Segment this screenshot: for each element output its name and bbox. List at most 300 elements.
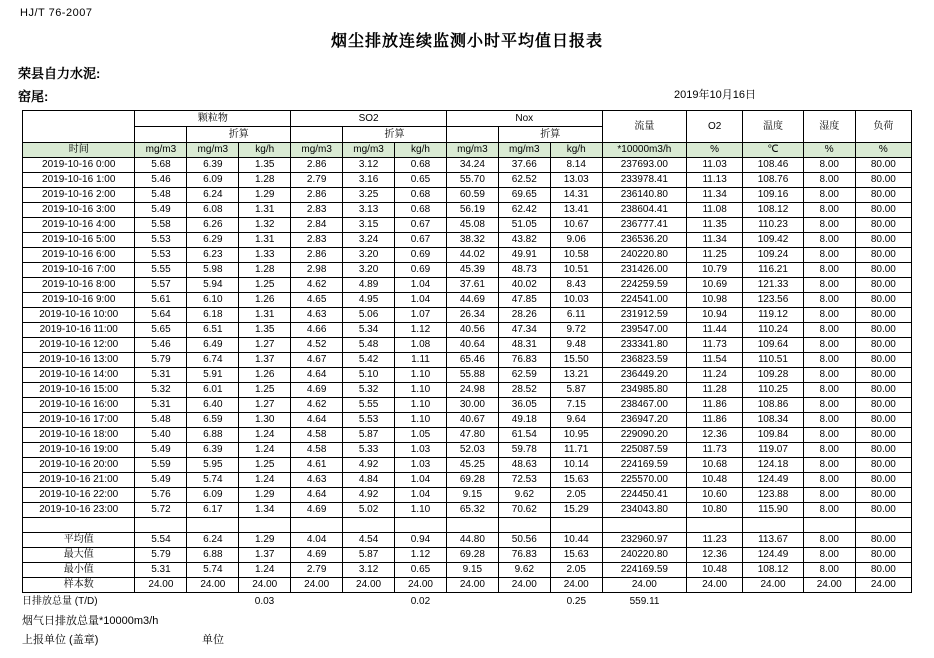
cell-so2-mg-conv: 4.92 (343, 458, 395, 473)
cell-nox-mg-conv: 62.59 (498, 368, 550, 383)
cell-load: 80.00 (855, 458, 911, 473)
spacer-cell (446, 518, 498, 533)
table-row (23, 443, 912, 458)
cell-time: 2019-10-16 0:00 (23, 158, 135, 173)
cell-particulate-mg-conv: 5.95 (187, 458, 239, 473)
cell-temp: 123.56 (743, 293, 804, 308)
cell-so2-kg: 1.10 (395, 368, 447, 383)
cell-so2-mg-conv: 3.25 (343, 188, 395, 203)
cell-particulate-mg: 5.53 (135, 248, 187, 263)
table-body (23, 158, 912, 593)
cell-temp: 108.46 (743, 158, 804, 173)
cell-particulate-mg-conv: 6.49 (187, 338, 239, 353)
cell-nox-mg: 65.32 (446, 503, 498, 518)
cell-so2-mg: 2.86 (291, 248, 343, 263)
spacer-cell (743, 518, 804, 533)
spacer-cell (23, 518, 135, 533)
cell-time: 2019-10-16 2:00 (23, 188, 135, 203)
header-row-groups (23, 111, 912, 127)
cell-time: 2019-10-16 14:00 (23, 368, 135, 383)
cell-so2-mg: 4.63 (291, 473, 343, 488)
table-row (23, 413, 912, 428)
cell-particulate-mg-conv: 6.74 (187, 353, 239, 368)
cell-nox-mg: 40.56 (446, 323, 498, 338)
cell-nox-mg-conv: 50.56 (498, 533, 550, 548)
cell-nox-kg: 5.87 (550, 383, 602, 398)
cell-particulate-kg: 1.27 (239, 338, 291, 353)
cell-o2: 11.44 (687, 323, 743, 338)
cell-particulate-kg: 1.29 (239, 533, 291, 548)
cell-particulate-mg-conv: 6.26 (187, 218, 239, 233)
header-empty-corner (23, 111, 135, 143)
footer-reporting-unit: 上报单位 (盖章) (22, 634, 99, 646)
cell-nox-mg-conv: 69.65 (498, 188, 550, 203)
cell-particulate-mg: 5.76 (135, 488, 187, 503)
cell-nox-kg: 15.29 (550, 503, 602, 518)
cell-o2: 12.36 (687, 548, 743, 563)
cell-humidity: 8.00 (803, 158, 855, 173)
cell-particulate-mg: 5.40 (135, 428, 187, 443)
cell-particulate-kg: 1.26 (239, 293, 291, 308)
daily-blank (342, 595, 394, 609)
cell-particulate-mg-conv: 6.39 (187, 443, 239, 458)
cell-so2-kg: 0.69 (395, 263, 447, 278)
cell-particulate-kg: 1.30 (239, 413, 291, 428)
daily-blank (687, 595, 743, 609)
cell-nox-kg: 10.58 (550, 248, 602, 263)
cell-nox-mg: 44.02 (446, 248, 498, 263)
unit-so2-kgh: kg/h (395, 143, 447, 158)
spacer-cell (550, 518, 602, 533)
cell-so2-mg-conv: 5.33 (343, 443, 395, 458)
cell-so2-mg: 4.69 (291, 503, 343, 518)
header-particulate-converted: 折算 (187, 127, 291, 143)
cell-so2-mg-conv: 3.24 (343, 233, 395, 248)
spacer-cell (187, 518, 239, 533)
cell-time: 2019-10-16 3:00 (23, 203, 135, 218)
cell-nox-mg-conv: 49.91 (498, 248, 550, 263)
cell-so2-mg-conv: 4.54 (343, 533, 395, 548)
cell-so2-kg: 1.04 (395, 488, 447, 503)
daily-total-table (22, 595, 912, 609)
cell-time: 2019-10-16 23:00 (23, 503, 135, 518)
cell-so2-mg-conv: 4.84 (343, 473, 395, 488)
company-name: 荣县自力水泥: (18, 66, 101, 81)
cell-nox-kg: 11.71 (550, 443, 602, 458)
cell-so2-mg-conv: 3.12 (343, 563, 395, 578)
cell-temp: 124.49 (743, 473, 804, 488)
cell-so2-mg: 2.86 (291, 188, 343, 203)
cell-flow: 229090.20 (602, 428, 686, 443)
cell-nox-kg: 13.21 (550, 368, 602, 383)
cell-flow: 236140.80 (602, 188, 686, 203)
cell-particulate-mg: 5.72 (135, 503, 187, 518)
cell-o2: 11.28 (687, 383, 743, 398)
cell-particulate-mg-conv: 5.94 (187, 278, 239, 293)
cell-particulate-mg-conv: 6.29 (187, 233, 239, 248)
cell-so2-kg: 1.10 (395, 503, 447, 518)
cell-nox-mg: 52.03 (446, 443, 498, 458)
cell-nox-mg-conv: 24.00 (498, 578, 550, 593)
cell-load: 80.00 (855, 323, 911, 338)
cell-flow: 232960.97 (602, 533, 686, 548)
cell-temp: 108.86 (743, 398, 804, 413)
cell-o2: 11.34 (687, 233, 743, 248)
cell-particulate-kg: 1.24 (239, 563, 291, 578)
cell-time: 2019-10-16 20:00 (23, 458, 135, 473)
cell-o2: 11.86 (687, 413, 743, 428)
cell-temp: 109.28 (743, 368, 804, 383)
cell-particulate-mg-conv: 5.74 (187, 473, 239, 488)
unit-humidity: % (803, 143, 855, 158)
cell-temp: 110.24 (743, 323, 804, 338)
cell-so2-mg: 4.69 (291, 383, 343, 398)
cell-particulate-mg-conv: 6.17 (187, 503, 239, 518)
cell-so2-mg: 4.67 (291, 353, 343, 368)
cell-particulate-mg: 5.79 (135, 353, 187, 368)
cell-particulate-mg-conv: 6.88 (187, 428, 239, 443)
cell-particulate-kg: 1.29 (239, 188, 291, 203)
cell-o2: 12.36 (687, 428, 743, 443)
cell-load: 80.00 (855, 368, 911, 383)
unit-temperature: ℃ (743, 143, 804, 158)
cell-particulate-mg: 5.57 (135, 278, 187, 293)
cell-nox-mg-conv: 40.02 (498, 278, 550, 293)
cell-particulate-mg: 5.32 (135, 383, 187, 398)
cell-flow: 236536.20 (602, 233, 686, 248)
cell-flow: 236823.59 (602, 353, 686, 368)
cell-nox-kg: 2.05 (550, 488, 602, 503)
table-row (23, 428, 912, 443)
cell-humidity: 8.00 (803, 248, 855, 263)
cell-nox-mg-conv: 48.63 (498, 458, 550, 473)
cell-so2-kg: 1.03 (395, 443, 447, 458)
cell-time: 2019-10-16 12:00 (23, 338, 135, 353)
cell-particulate-kg: 1.31 (239, 233, 291, 248)
unit-so2-mgm3: mg/m3 (291, 143, 343, 158)
cell-nox-mg-conv: 48.73 (498, 263, 550, 278)
cell-flow: 236947.20 (602, 413, 686, 428)
cell-temp: 109.24 (743, 248, 804, 263)
cell-nox-mg-conv: 70.62 (498, 503, 550, 518)
cell-nox-mg: 69.28 (446, 473, 498, 488)
cell-humidity: 8.00 (803, 503, 855, 518)
cell-nox-mg-conv: 9.62 (498, 563, 550, 578)
cell-time: 2019-10-16 16:00 (23, 398, 135, 413)
table-row (23, 203, 912, 218)
unit-particulate-mgm3: mg/m3 (135, 143, 187, 158)
cell-so2-mg: 2.83 (291, 233, 343, 248)
cell-nox-mg-conv: 76.83 (498, 353, 550, 368)
table-row (23, 158, 912, 173)
table-row (23, 308, 912, 323)
cell-so2-mg-conv: 24.00 (343, 578, 395, 593)
cell-load: 80.00 (855, 473, 911, 488)
cell-so2-mg: 4.52 (291, 338, 343, 353)
cell-particulate-mg-conv: 6.09 (187, 488, 239, 503)
cell-nox-kg: 2.05 (550, 563, 602, 578)
cell-o2: 10.48 (687, 563, 743, 578)
cell-time: 2019-10-16 4:00 (23, 218, 135, 233)
table-row (23, 218, 912, 233)
cell-so2-kg: 1.12 (395, 323, 447, 338)
cell-particulate-kg: 1.34 (239, 503, 291, 518)
cell-nox-kg: 10.14 (550, 458, 602, 473)
cell-particulate-mg: 5.65 (135, 323, 187, 338)
cell-nox-kg: 10.03 (550, 293, 602, 308)
cell-time: 2019-10-16 11:00 (23, 323, 135, 338)
header-flow: 流量 (602, 111, 686, 143)
summary-row-minimum (23, 563, 912, 578)
cell-so2-mg-conv: 5.32 (343, 383, 395, 398)
daily-blank (187, 595, 239, 609)
table-row (23, 368, 912, 383)
cell-nox-kg: 10.51 (550, 263, 602, 278)
cell-load: 80.00 (855, 158, 911, 173)
daily-total-nox: 0.25 (566, 596, 587, 607)
cell-flow: 233341.80 (602, 338, 686, 353)
table-row (23, 188, 912, 203)
cell-o2: 11.34 (687, 188, 743, 203)
daily-blank (743, 595, 804, 609)
spacer-cell (687, 518, 743, 533)
cell-o2: 11.08 (687, 203, 743, 218)
cell-so2-mg-conv: 4.95 (343, 293, 395, 308)
table-row (23, 278, 912, 293)
cell-load: 80.00 (855, 338, 911, 353)
cell-so2-kg: 1.07 (395, 308, 447, 323)
cell-humidity: 8.00 (803, 458, 855, 473)
cell-particulate-mg: 5.79 (135, 548, 187, 563)
cell-so2-mg-conv: 5.87 (343, 428, 395, 443)
cell-humidity: 8.00 (803, 413, 855, 428)
cell-nox-mg-conv: 36.05 (498, 398, 550, 413)
cell-load: 80.00 (855, 443, 911, 458)
daily-blank (804, 595, 856, 609)
spacer-cell (855, 518, 911, 533)
cell-o2: 10.98 (687, 293, 743, 308)
cell-nox-mg-conv: 37.66 (498, 158, 550, 173)
cell-nox-mg: 69.28 (446, 548, 498, 563)
cell-so2-mg-conv: 5.10 (343, 368, 395, 383)
cell-o2: 11.23 (687, 533, 743, 548)
cell-particulate-mg-conv: 24.00 (187, 578, 239, 593)
cell-time: 2019-10-16 7:00 (23, 263, 135, 278)
header-humidity: 湿度 (803, 111, 855, 143)
cell-so2-kg: 0.69 (395, 248, 447, 263)
cell-o2: 11.73 (687, 338, 743, 353)
cell-so2-mg-conv: 3.12 (343, 158, 395, 173)
cell-load: 80.00 (855, 428, 911, 443)
cell-so2-mg-conv: 3.20 (343, 263, 395, 278)
cell-particulate-mg-conv: 6.01 (187, 383, 239, 398)
cell-particulate-mg: 5.68 (135, 158, 187, 173)
spacer-cell (291, 518, 343, 533)
cell-particulate-kg: 1.28 (239, 173, 291, 188)
table-row (23, 398, 912, 413)
cell-so2-kg: 1.04 (395, 473, 447, 488)
cell-particulate-mg: 5.49 (135, 203, 187, 218)
cell-so2-mg-conv: 5.87 (343, 548, 395, 563)
cell-temp: 108.12 (743, 563, 804, 578)
cell-time: 2019-10-16 17:00 (23, 413, 135, 428)
table-row (23, 323, 912, 338)
header-load: 负荷 (855, 111, 911, 143)
cell-nox-mg: 55.88 (446, 368, 498, 383)
cell-nox-kg: 6.11 (550, 308, 602, 323)
cell-particulate-mg-conv: 6.51 (187, 323, 239, 338)
table-row (23, 293, 912, 308)
daily-blank (135, 595, 187, 609)
cell-nox-kg: 15.63 (550, 548, 602, 563)
cell-nox-mg: 47.80 (446, 428, 498, 443)
cell-so2-mg: 4.64 (291, 488, 343, 503)
header-nox-blank (446, 127, 498, 143)
cell-nox-kg: 8.14 (550, 158, 602, 173)
cell-so2-mg: 4.58 (291, 428, 343, 443)
cell-nox-kg: 10.67 (550, 218, 602, 233)
cell-temp: 121.33 (743, 278, 804, 293)
summary-label: 平均值 (23, 533, 135, 548)
cell-nox-kg: 13.03 (550, 173, 602, 188)
cell-particulate-mg: 5.49 (135, 473, 187, 488)
cell-temp: 108.12 (743, 203, 804, 218)
cell-flow: 237693.00 (602, 158, 686, 173)
header-so2-blank (291, 127, 343, 143)
header-particulate-blank (135, 127, 187, 143)
cell-load: 80.00 (855, 233, 911, 248)
cell-humidity: 8.00 (803, 173, 855, 188)
cell-particulate-mg: 5.31 (135, 563, 187, 578)
cell-particulate-mg: 5.49 (135, 443, 187, 458)
cell-flow: 231912.59 (602, 308, 686, 323)
cell-particulate-mg-conv: 5.98 (187, 263, 239, 278)
cell-temp: 110.51 (743, 353, 804, 368)
cell-so2-mg: 24.00 (291, 578, 343, 593)
cell-so2-mg: 4.66 (291, 323, 343, 338)
cell-humidity: 8.00 (803, 308, 855, 323)
cell-so2-kg: 1.04 (395, 278, 447, 293)
facility-name: 窑尾: (18, 89, 49, 104)
cell-particulate-kg: 1.35 (239, 158, 291, 173)
cell-nox-mg: 37.61 (446, 278, 498, 293)
cell-particulate-mg-conv: 6.39 (187, 158, 239, 173)
cell-flow: 24.00 (602, 578, 686, 593)
header-nox-converted: 折算 (498, 127, 602, 143)
cell-particulate-mg: 5.48 (135, 188, 187, 203)
cell-particulate-mg: 5.59 (135, 458, 187, 473)
cell-nox-mg-conv: 61.54 (498, 428, 550, 443)
cell-nox-kg: 10.95 (550, 428, 602, 443)
cell-so2-kg: 1.03 (395, 458, 447, 473)
summary-label: 最小值 (23, 563, 135, 578)
cell-time: 2019-10-16 5:00 (23, 233, 135, 248)
unit-nox-kgh: kg/h (550, 143, 602, 158)
cell-time: 2019-10-16 8:00 (23, 278, 135, 293)
spacer-cell (803, 518, 855, 533)
cell-so2-mg: 2.83 (291, 203, 343, 218)
cell-nox-mg: 9.15 (446, 488, 498, 503)
cell-so2-mg-conv: 3.16 (343, 173, 395, 188)
cell-nox-mg-conv: 72.53 (498, 473, 550, 488)
cell-load: 80.00 (855, 398, 911, 413)
summary-row-sample-count (23, 578, 912, 593)
cell-time: 2019-10-16 18:00 (23, 428, 135, 443)
cell-time: 2019-10-16 9:00 (23, 293, 135, 308)
cell-temp: 119.07 (743, 443, 804, 458)
cell-nox-mg-conv: 49.18 (498, 413, 550, 428)
cell-temp: 110.23 (743, 218, 804, 233)
cell-humidity: 24.00 (803, 578, 855, 593)
cell-particulate-mg: 5.61 (135, 293, 187, 308)
cell-so2-kg: 1.10 (395, 413, 447, 428)
cell-flow: 240220.80 (602, 548, 686, 563)
cell-o2: 10.80 (687, 503, 743, 518)
spacer-cell (135, 518, 187, 533)
spacer-cell (343, 518, 395, 533)
table-row (23, 458, 912, 473)
cell-particulate-mg: 5.64 (135, 308, 187, 323)
cell-particulate-kg: 1.28 (239, 263, 291, 278)
cell-o2: 11.35 (687, 218, 743, 233)
cell-nox-mg: 9.15 (446, 563, 498, 578)
cell-flow: 224541.00 (602, 293, 686, 308)
cell-flow: 238604.41 (602, 203, 686, 218)
cell-so2-mg: 4.62 (291, 278, 343, 293)
cell-particulate-mg: 5.46 (135, 338, 187, 353)
header-so2-converted: 折算 (343, 127, 447, 143)
cell-humidity: 8.00 (803, 188, 855, 203)
cell-o2: 11.25 (687, 248, 743, 263)
cell-nox-mg: 34.24 (446, 158, 498, 173)
cell-particulate-mg: 5.54 (135, 533, 187, 548)
cell-humidity: 8.00 (803, 548, 855, 563)
cell-nox-mg: 40.64 (446, 338, 498, 353)
cell-nox-kg: 14.31 (550, 188, 602, 203)
cell-humidity: 8.00 (803, 278, 855, 293)
cell-so2-mg: 4.64 (291, 368, 343, 383)
cell-flow: 233978.41 (602, 173, 686, 188)
cell-nox-mg-conv: 62.42 (498, 203, 550, 218)
cell-temp: 108.34 (743, 413, 804, 428)
cell-flow: 234985.80 (602, 383, 686, 398)
cell-so2-mg-conv: 5.55 (343, 398, 395, 413)
cell-load: 80.00 (855, 218, 911, 233)
cell-nox-mg: 24.98 (446, 383, 498, 398)
unit-particulate-kgh: kg/h (239, 143, 291, 158)
cell-humidity: 8.00 (803, 398, 855, 413)
cell-flow: 225570.00 (602, 473, 686, 488)
unit-nox-mgm3: mg/m3 (446, 143, 498, 158)
cell-load: 80.00 (855, 248, 911, 263)
cell-so2-kg: 1.08 (395, 338, 447, 353)
header-time: 时间 (23, 143, 135, 158)
cell-time: 2019-10-16 6:00 (23, 248, 135, 263)
cell-nox-mg-conv: 51.05 (498, 218, 550, 233)
cell-temp: 109.64 (743, 338, 804, 353)
cell-time: 2019-10-16 15:00 (23, 383, 135, 398)
cell-particulate-kg: 1.37 (239, 548, 291, 563)
cell-humidity: 8.00 (803, 233, 855, 248)
cell-particulate-mg: 5.31 (135, 398, 187, 413)
cell-humidity: 8.00 (803, 323, 855, 338)
cell-nox-mg: 40.67 (446, 413, 498, 428)
cell-o2: 11.73 (687, 443, 743, 458)
cell-particulate-mg-conv: 6.24 (187, 533, 239, 548)
cell-humidity: 8.00 (803, 533, 855, 548)
cell-so2-kg: 0.94 (395, 533, 447, 548)
cell-time: 2019-10-16 1:00 (23, 173, 135, 188)
